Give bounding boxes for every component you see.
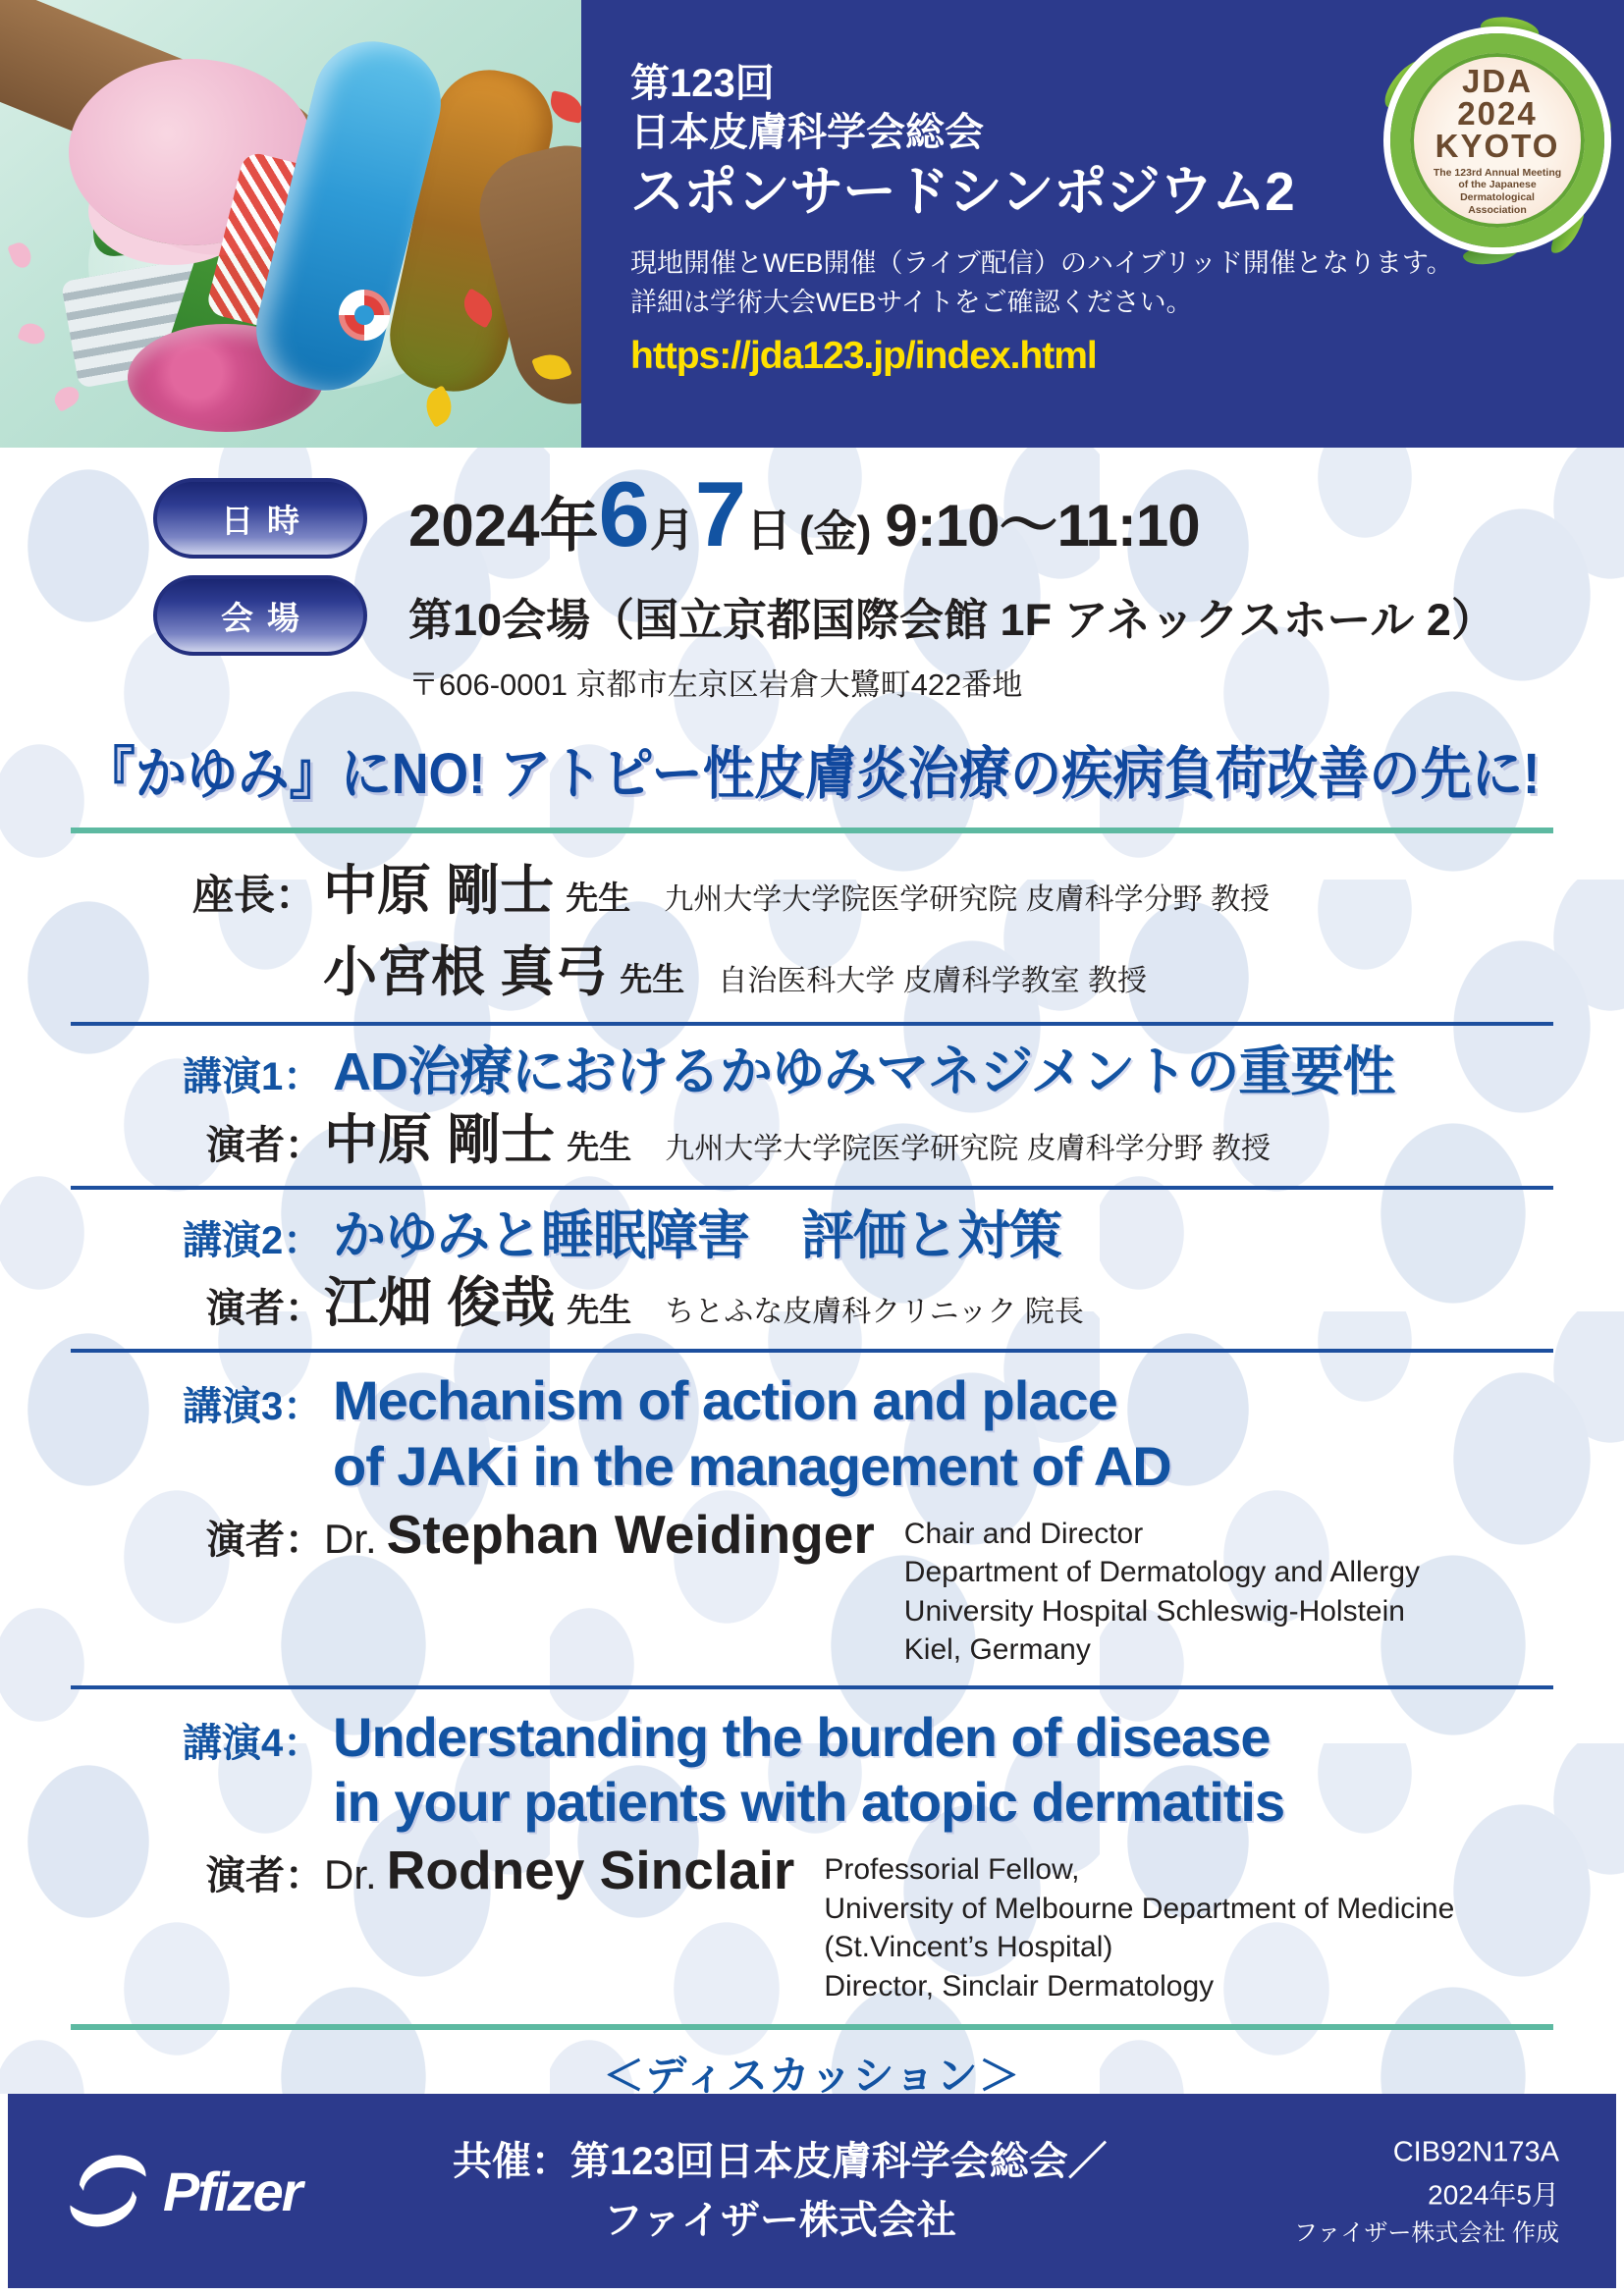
- cosponsor-line2: ファイザー株式会社: [603, 2199, 956, 2242]
- pfizer-logo: [57, 2140, 301, 2242]
- lecture-2-title: かゆみと睡眠障害 評価と対策: [333, 1205, 1061, 1265]
- logo-text: [1390, 33, 1604, 247]
- speaker-affiliation: 九州大学大学院医学研究院 皮膚科学分野 教授: [665, 1132, 1271, 1165]
- symposium-main-title: 『かゆみ』にNO! アトピー性皮膚炎治療の疾病負荷改善の先に!: [83, 742, 1541, 806]
- divider-blue: [71, 1685, 1553, 1689]
- venue-name: 第10会場（国立京都国際会館 1F アネックスホール 2）: [408, 594, 1495, 645]
- date-row: [153, 462, 1624, 565]
- footer: [8, 2094, 1616, 2288]
- pfizer-wordmark: Pfizer: [163, 2160, 301, 2222]
- cosponsor-line1: 共催：第123回日本皮膚科学会総会／: [452, 2140, 1108, 2183]
- affiliation-line: (St.Vincent’s Hospital): [824, 1931, 1113, 1964]
- date-month: 6: [598, 462, 650, 565]
- speaker-label: 演者：: [206, 1518, 324, 1562]
- speaker-prefix: Dr.: [324, 1851, 377, 1898]
- speaker-row: [206, 1503, 1624, 1670]
- chair-name: 中原 剛士: [323, 860, 555, 921]
- date-badge: 日時: [153, 478, 367, 559]
- venue-badge: 会場: [153, 575, 367, 656]
- chair-row: [192, 847, 1624, 925]
- date-day-suffix: 日: [746, 505, 792, 556]
- lecture-title-row: [183, 1705, 1624, 1770]
- affiliation-line: Department of Dermatology and Allergy: [903, 1556, 1421, 1589]
- lecture-4-title-line2: in your patients with atopic dermatitis: [333, 1771, 1285, 1834]
- lecture-4-block: [183, 1705, 1624, 2006]
- lecture-4-title-line1: Understanding the burden of disease: [333, 1705, 1271, 1768]
- header-navy-panel: [581, 0, 1624, 448]
- petal-icon: [7, 240, 34, 270]
- affiliation-line: Director, Sinclair Dermatology: [824, 1969, 1215, 2002]
- speaker-name-group: [206, 1503, 875, 1565]
- seasons-artwork-image: [0, 0, 581, 448]
- logo-year: 2024: [1457, 94, 1538, 132]
- speaker-prefix: Dr.: [324, 1515, 377, 1562]
- venue-row: [153, 575, 1624, 656]
- lecture-1-label: 講演1：: [183, 1055, 323, 1098]
- divider-teal: [71, 828, 1553, 833]
- speaker-row: [206, 1272, 1624, 1334]
- cosponsor-text: [453, 2132, 1108, 2250]
- date-year: 2024年: [408, 493, 599, 559]
- speaker-name: 江畑 俊哉: [324, 1272, 556, 1334]
- lecture-2-label: 講演2：: [183, 1218, 323, 1262]
- chair-honorific: 先生: [566, 880, 631, 916]
- hybrid-note-line2: 詳細は学術大会WEBサイトをご確認ください。: [630, 288, 1193, 317]
- speaker-name-group: [206, 1842, 794, 1900]
- lecture-1-title: AD治療におけるかゆみマネジメントの重要性: [333, 1042, 1395, 1101]
- conference-number: 第123回: [630, 62, 775, 105]
- speaker-affiliation: ちとふな皮膚科クリニック 院長: [665, 1296, 1084, 1329]
- speaker-affiliation-block: [904, 1515, 1420, 1670]
- maple-leaf-icon: [548, 90, 581, 123]
- hybrid-note-line1: 現地開催とWEB開催（ライブ配信）のハイブリッド開催となります。: [630, 247, 1453, 278]
- chair-row: [323, 929, 1624, 1006]
- speaker-honorific: 先生: [567, 1128, 632, 1165]
- divider-teal: [71, 2024, 1553, 2030]
- symposium-title: スポンサードシンポジウム2: [630, 161, 1294, 222]
- date-weekday: (金): [799, 507, 872, 556]
- discussion-label: ＜ディスカッション＞: [603, 2052, 1021, 2094]
- lecture-3-title-line1: Mechanism of action and place: [333, 1369, 1117, 1432]
- pfizer-spiral-icon: [57, 2140, 159, 2242]
- lecture-4-label: 講演4：: [183, 1721, 323, 1765]
- speaker-honorific: 先生: [567, 1292, 632, 1329]
- logo-city: KYOTO: [1435, 127, 1560, 164]
- affiliation-line: Kiel, Germany: [903, 1633, 1091, 1667]
- speaker-name: 中原 剛士: [324, 1108, 556, 1170]
- chair-name: 小宮根 真弓: [323, 941, 609, 1002]
- petal-icon: [51, 383, 83, 412]
- speaker-label: 演者：: [206, 1287, 324, 1331]
- event-time: 9:10～11:10: [885, 493, 1200, 559]
- speaker-name: Rodney Sinclair: [386, 1840, 795, 1901]
- lecture-3-title-line2: of JAKi in the management of AD: [333, 1434, 1171, 1497]
- affiliation-line: University Hospital Schleswig-Holstein: [903, 1594, 1405, 1628]
- date-month-suffix: 月: [649, 505, 695, 556]
- affiliation-line: Chair and Director: [903, 1517, 1144, 1550]
- venue-address: 〒606-0001 京都市左京区岩倉大鷺町422番地: [408, 667, 1023, 702]
- petal-icon: [17, 320, 47, 347]
- speaker-row: [206, 1108, 1624, 1170]
- lecture-3-block: [183, 1368, 1624, 1670]
- lecture-title-row: [183, 1205, 1624, 1268]
- speaker-label: 演者：: [206, 1123, 324, 1167]
- divider-blue: [71, 1349, 1553, 1353]
- speaker-row: [206, 1842, 1624, 2005]
- chair-label: 座長：: [192, 872, 317, 918]
- speaker-affiliation-block: [824, 1850, 1454, 2005]
- chair-honorific: 先生: [620, 961, 685, 997]
- created-date: 2024年5月: [1428, 2178, 1559, 2210]
- lecture-title-row: [183, 1041, 1624, 1104]
- footer-meta: [1294, 2131, 1559, 2251]
- affiliation-line: Professorial Fellow,: [824, 1853, 1080, 1887]
- logo-subtitle: The 123rd Annual Meeting of the Japanese Dermatological Association: [1433, 166, 1562, 216]
- lecture-2-block: [183, 1205, 1624, 1334]
- divider-blue: [71, 1186, 1553, 1190]
- lecture-title-row: [183, 1368, 1624, 1433]
- content: [0, 448, 1624, 2094]
- conference-name: 日本皮膚科学会総会: [630, 111, 984, 154]
- chair-affiliation: 九州大学大学院医学研究院 皮膚科学分野 教授: [664, 883, 1270, 916]
- created-by: ファイザー株式会社 作成: [1293, 2218, 1559, 2246]
- speaker-name: Stephan Weidinger: [386, 1503, 875, 1565]
- material-code: CIB92N173A: [1392, 2136, 1559, 2168]
- lecture-3-label: 講演3：: [183, 1385, 323, 1429]
- date-day: 7: [694, 462, 747, 565]
- header: [0, 0, 1624, 448]
- website-url-link[interactable]: https://jda123.jp/index.html: [630, 334, 1097, 377]
- lecture-1-block: [183, 1041, 1624, 1170]
- chairs-block: [192, 847, 1624, 1006]
- date-line: [408, 462, 1200, 565]
- logo-jda: JDA: [1461, 62, 1534, 99]
- divider-blue: [71, 1022, 1553, 1026]
- chair-affiliation: 自治医科大学 皮膚科学教室 教授: [718, 965, 1147, 997]
- affiliation-line: University of Melbourne Department of Medicine: [824, 1892, 1455, 1925]
- jda-2024-kyoto-logo: [1390, 33, 1604, 247]
- speaker-label: 演者：: [206, 1854, 324, 1898]
- hero-lifebuoy: [339, 290, 390, 341]
